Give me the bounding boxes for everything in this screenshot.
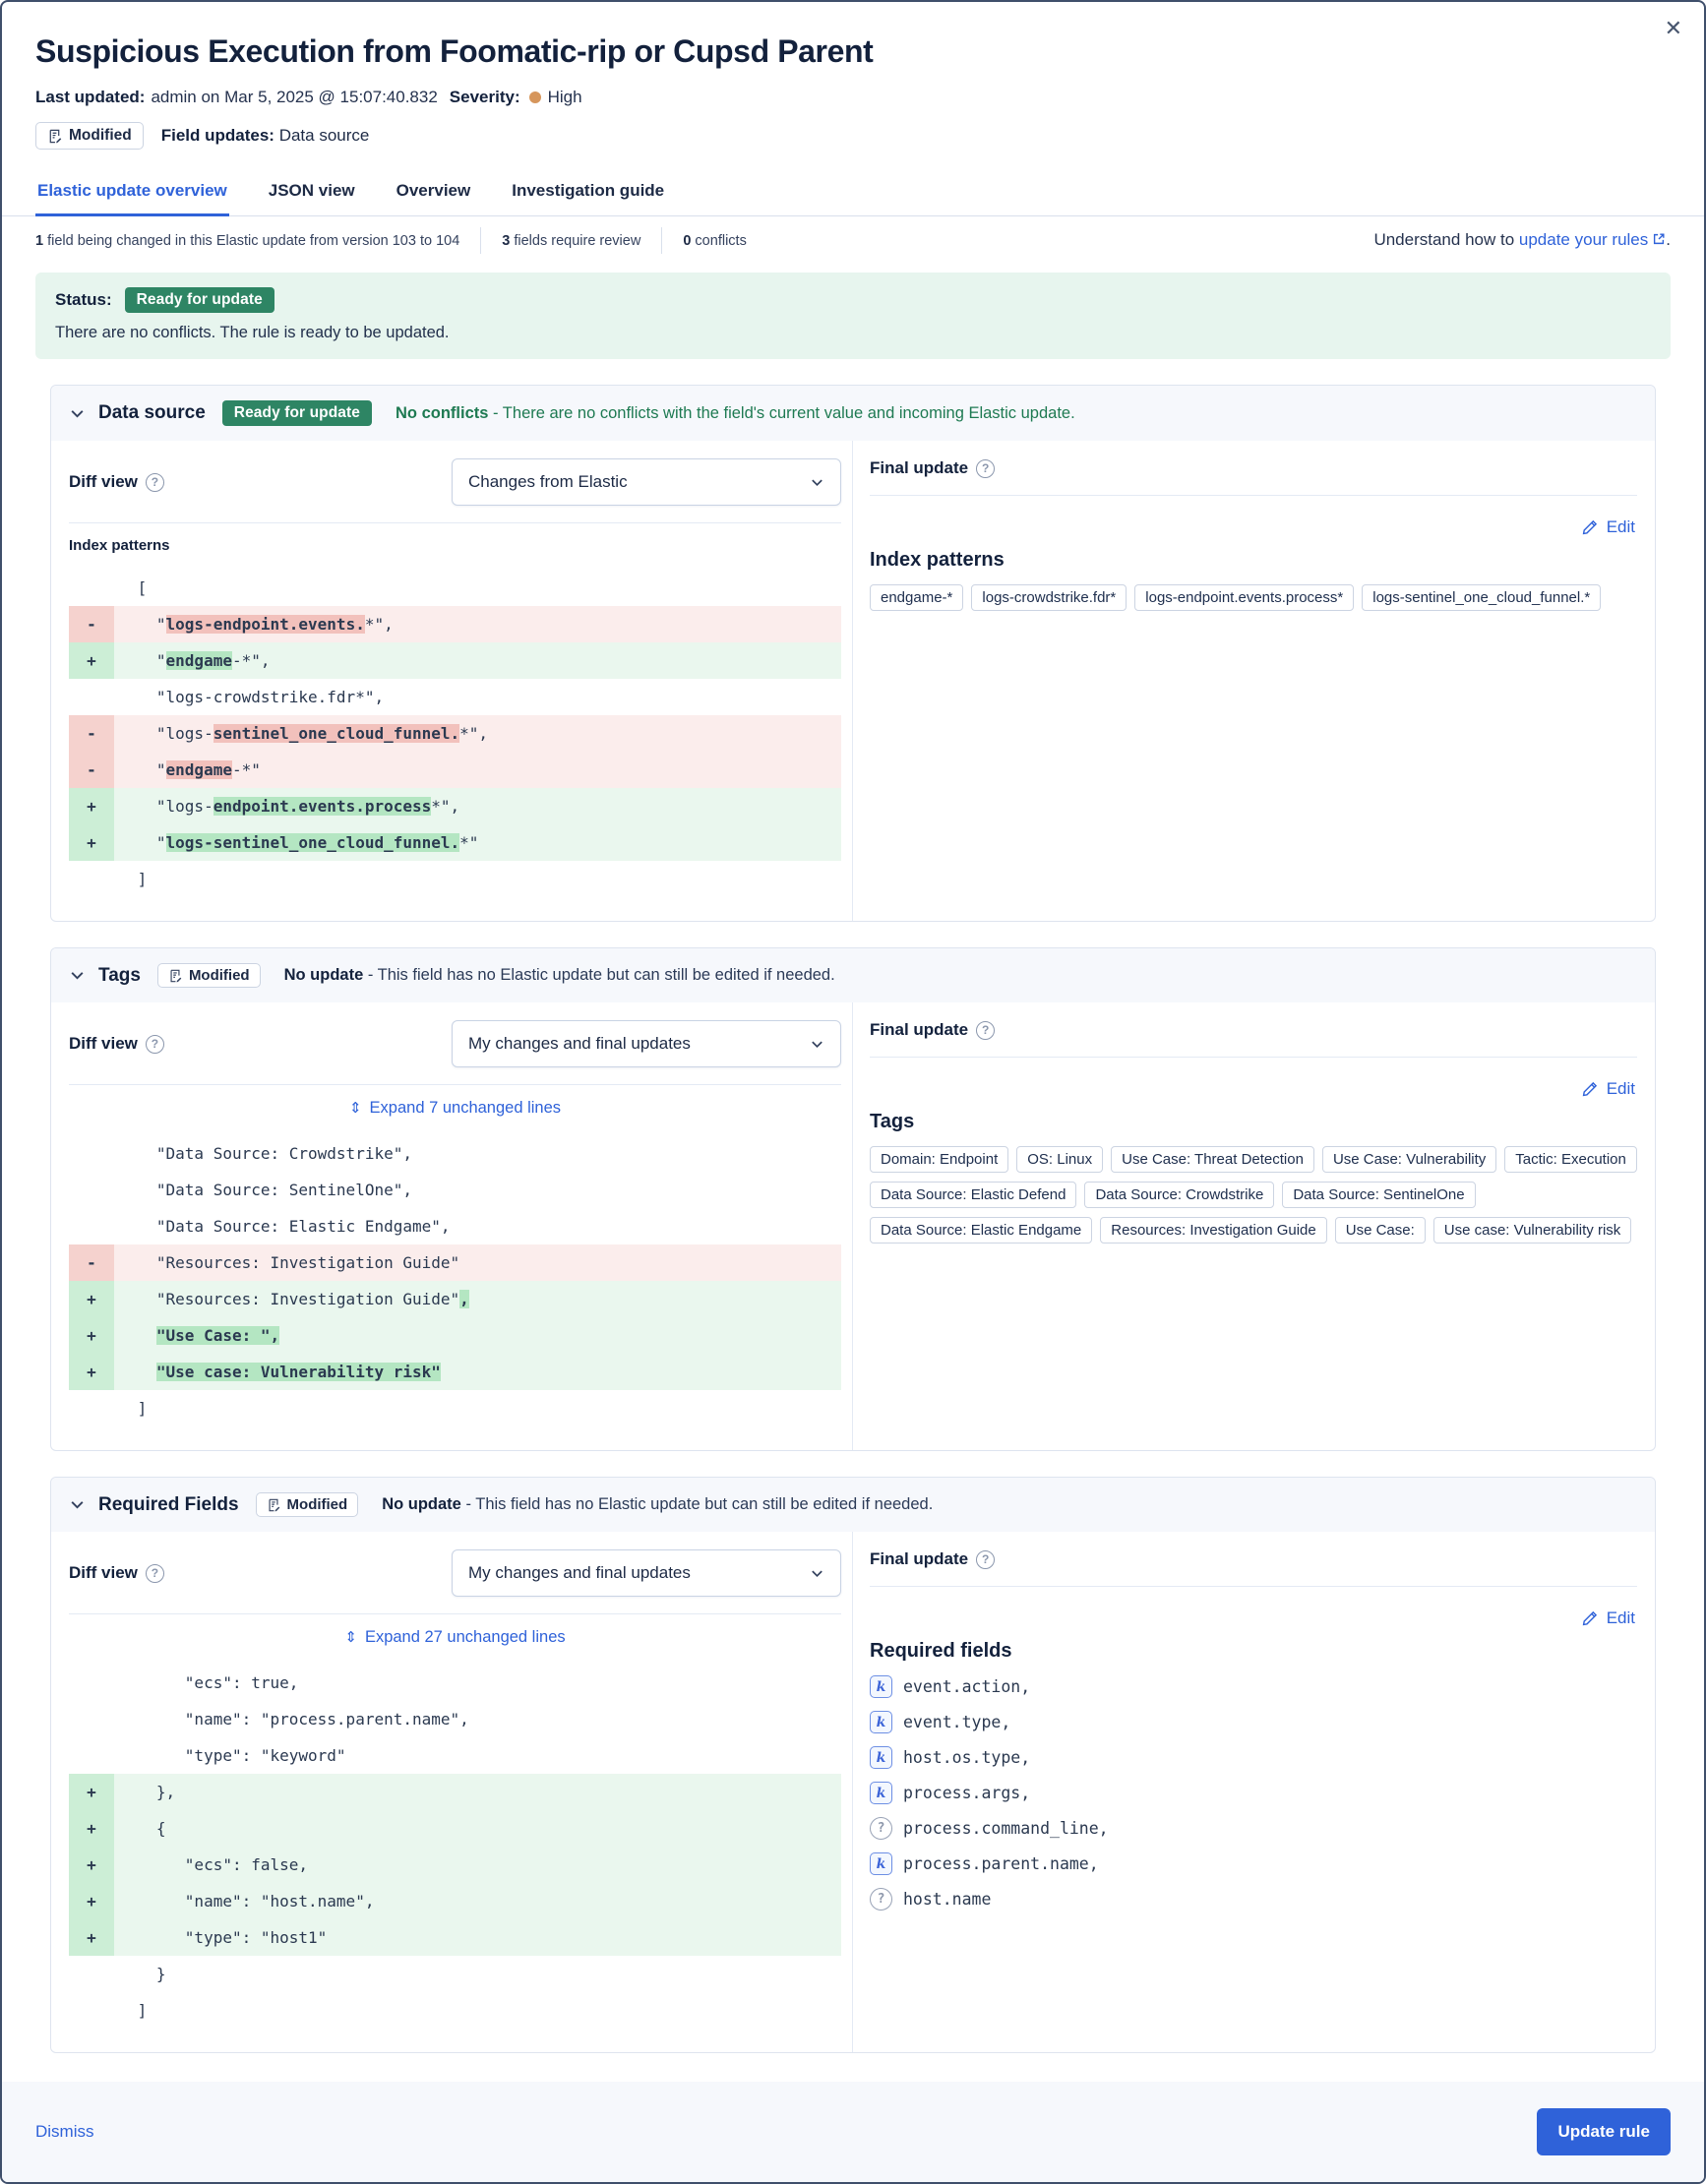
severity-high-dot — [529, 91, 541, 103]
modified-badge: Modified — [256, 1492, 359, 1517]
question-circle-icon[interactable]: ? — [146, 1035, 164, 1054]
final-update-label: Final update ? — [870, 1549, 1637, 1569]
question-circle-icon[interactable]: ? — [146, 1564, 164, 1583]
value-badge: Use case: Vulnerability risk — [1433, 1217, 1632, 1244]
diff-line-removed: - "Resources: Investigation Guide" — [69, 1244, 841, 1281]
keyword-type-icon: k — [870, 1711, 892, 1733]
status-badge: Ready for update — [125, 287, 274, 313]
update-summary-row — [2, 216, 1704, 267]
diff-line: "Data Source: Elastic Endgame", — [128, 1217, 451, 1236]
tab-bar — [2, 173, 1704, 216]
diff-line-added: + "Use Case: ", — [69, 1317, 841, 1354]
final-update-column — [853, 1532, 1655, 2052]
keyword-type-icon: k — [870, 1782, 892, 1804]
value-badge: Use Case: Vulnerability — [1322, 1146, 1496, 1173]
chevron-down-icon — [810, 475, 824, 490]
diff-view-label: Diff view ? — [69, 1563, 164, 1583]
value-badge: Data Source: Crowdstrike — [1084, 1182, 1274, 1208]
diff-line-added: + "Use case: Vulnerability risk" — [69, 1354, 841, 1390]
required-field-row: k host.os.type, — [870, 1746, 1637, 1769]
data-source-section — [50, 385, 1656, 922]
value-badge: Tactic: Execution — [1504, 1146, 1637, 1173]
keyword-type-icon: k — [870, 1852, 892, 1875]
unknown-type-icon: ? — [870, 1817, 892, 1840]
chevron-down-icon — [810, 1566, 824, 1581]
tab-investigation-guide[interactable]: Investigation guide — [512, 181, 665, 200]
diff-view-select[interactable]: Changes from Elastic — [452, 458, 841, 506]
close-icon[interactable]: ✕ — [1664, 16, 1682, 40]
final-update-label: Final update ? — [870, 1020, 1637, 1040]
required-field-row: k process.args, — [870, 1782, 1637, 1804]
diff-line-added: + "endgame-*", — [69, 642, 841, 679]
diff-line-removed: - "logs-sentinel_one_cloud_funnel.*", — [69, 715, 841, 752]
required-fields-section — [50, 1477, 1656, 2053]
required-field-row: k event.type, — [870, 1711, 1637, 1733]
counter-divider — [661, 227, 662, 254]
diff-line: "type": "keyword" — [128, 1746, 346, 1765]
diff-view-select[interactable]: My changes and final updates — [452, 1020, 841, 1067]
keyword-type-icon: k — [870, 1675, 892, 1698]
meta-row — [35, 88, 1671, 107]
last-updated-label: Last updated: — [35, 88, 146, 106]
field-updates: Field updates: Data source — [160, 126, 370, 145]
diff-line-added: + "logs-endpoint.events.process*", — [69, 788, 841, 824]
value-badge: logs-sentinel_one_cloud_funnel.* — [1362, 584, 1601, 611]
modal-header — [2, 2, 1704, 150]
diff-line: "Data Source: Crowdstrike", — [128, 1144, 412, 1163]
modified-badge: Modified — [35, 122, 144, 150]
severity-label: Severity: — [449, 88, 520, 106]
value-badge: Data Source: SentinelOne — [1282, 1182, 1475, 1208]
badge-row — [35, 122, 1671, 150]
diff-line: ] — [128, 870, 148, 888]
question-circle-icon[interactable]: ? — [146, 473, 164, 492]
diff-line-added: + "Resources: Investigation Guide", — [69, 1281, 841, 1317]
final-update-column — [853, 1002, 1655, 1450]
diff-column — [51, 1532, 853, 2052]
pencil-icon — [1582, 1610, 1598, 1626]
value-badge: Domain: Endpoint — [870, 1146, 1008, 1173]
dismiss-button[interactable]: Dismiss — [35, 2122, 94, 2141]
question-circle-icon[interactable]: ? — [976, 459, 995, 478]
chevron-down-icon[interactable] — [69, 1496, 86, 1513]
status-label: Status: — [55, 290, 112, 309]
pencil-icon — [1582, 1081, 1598, 1097]
question-circle-icon[interactable]: ? — [976, 1021, 995, 1040]
diff-view-label: Diff view ? — [69, 472, 164, 492]
tag-badges — [870, 1146, 1637, 1244]
diff-line: [ — [128, 578, 148, 597]
diff-column — [51, 1002, 853, 1450]
severity-value: High — [547, 88, 582, 106]
summary-counter: 1 field being changed in this Elastic update from version 103 to 104 — [35, 232, 460, 249]
index-pattern-badges — [870, 584, 1637, 611]
required-field-row: k event.action, — [870, 1675, 1637, 1698]
final-update-label: Final update ? — [870, 458, 1637, 478]
value-badge: logs-crowdstrike.fdr* — [971, 584, 1127, 611]
counter-divider — [480, 227, 481, 254]
tab-elastic-update-overview[interactable]: Elastic update overview — [35, 173, 229, 216]
diff-line: ] — [128, 1399, 148, 1418]
tab-overview[interactable]: Overview — [396, 181, 471, 200]
section-status-text: No update - This field has no Elastic update but can still be edited if needed. — [382, 1495, 934, 1513]
diff-line: "Data Source: SentinelOne", — [128, 1181, 412, 1199]
value-badge: Use Case: — [1335, 1217, 1426, 1244]
diff-line: "logs-crowdstrike.fdr*", — [128, 688, 385, 706]
required-fields-list — [870, 1675, 1637, 1911]
section-title: Tags — [98, 964, 141, 986]
last-updated-value: admin on Mar 5, 2025 @ 15:07:40.832 — [151, 88, 438, 106]
diff-line: ] — [128, 2001, 148, 2020]
understand-help: Understand how to update your rules . — [1373, 230, 1671, 249]
value-badge: logs-endpoint.events.process* — [1134, 584, 1354, 611]
edit-button[interactable]: Edit — [1582, 517, 1635, 537]
chevron-down-icon[interactable] — [69, 405, 86, 422]
value-badge: Use Case: Threat Detection — [1111, 1146, 1314, 1173]
document-edit-icon — [47, 129, 62, 144]
question-circle-icon[interactable]: ? — [976, 1550, 995, 1569]
section-title: Data source — [98, 402, 206, 423]
diff-line-added: + { — [69, 1810, 841, 1847]
diff-line: "name": "process.parent.name", — [128, 1710, 469, 1729]
required-fields-heading: Required fields — [870, 1640, 1012, 1662]
keyword-type-icon: k — [870, 1746, 892, 1769]
final-update-column — [853, 441, 1655, 921]
diff-line: "ecs": true, — [128, 1673, 299, 1692]
data-source-section-header[interactable] — [51, 386, 1655, 441]
page-title: Suspicious Execution from Foomatic-rip or Cupsd Parent — [35, 33, 874, 69]
value-badge: Data Source: Elastic Defend — [870, 1182, 1076, 1208]
diff-line-added: + "name": "host.name", — [69, 1883, 841, 1919]
document-edit-icon — [168, 969, 182, 983]
expand-icon: ⇕ — [348, 1100, 362, 1117]
unknown-type-icon: ? — [870, 1888, 892, 1911]
diff-line-removed: - "endgame-*" — [69, 752, 841, 788]
value-badge: endgame-* — [870, 584, 963, 611]
chevron-down-icon — [810, 1037, 824, 1052]
required-fields-section-header[interactable] — [51, 1478, 1655, 1532]
section-title: Required Fields — [98, 1493, 239, 1515]
modified-badge: Modified — [157, 963, 261, 988]
document-edit-icon — [267, 1498, 280, 1512]
counters — [35, 227, 747, 254]
tags-heading: Tags — [870, 1111, 915, 1132]
value-badge: Resources: Investigation Guide — [1100, 1217, 1326, 1244]
value-badge: Data Source: Elastic Endgame — [870, 1217, 1092, 1244]
diff-line-added: + "ecs": false, — [69, 1847, 841, 1883]
tab-json-view[interactable]: JSON view — [268, 181, 355, 200]
section-status-text: No update - This field has no Elastic update but can still be edited if needed. — [283, 966, 835, 984]
summary-counter: 3 fields require review — [502, 232, 641, 249]
diff-line-added: + "logs-sentinel_one_cloud_funnel.*" — [69, 824, 841, 861]
edit-button[interactable]: Edit — [1582, 1079, 1635, 1099]
expand-unchanged-lines-link[interactable]: ⇕ Expand 27 unchanged lines — [344, 1628, 566, 1646]
external-link-icon — [1652, 231, 1666, 251]
expand-icon: ⇕ — [344, 1629, 357, 1646]
diff-code-block — [69, 1135, 841, 1426]
update-rule-button[interactable]: Update rule — [1537, 2108, 1671, 2155]
index-patterns-heading: Index patterns — [870, 549, 1005, 571]
update-your-rules-link[interactable]: update your rules — [1518, 230, 1649, 249]
summary-counter: 0 conflicts — [683, 232, 747, 249]
edit-button[interactable]: Edit — [1582, 1608, 1635, 1628]
required-field-row: ? host.name — [870, 1888, 1637, 1911]
diff-view-label: Diff view ? — [69, 1034, 164, 1054]
status-callout — [35, 273, 1671, 359]
diff-line-added: + "type": "host1" — [69, 1919, 841, 1956]
ready-for-update-badge: Ready for update — [222, 400, 372, 426]
status-message: There are no conflicts. The rule is ready to be updated. — [55, 324, 450, 341]
diff-code-block — [69, 1665, 841, 2029]
chevron-down-icon[interactable] — [69, 967, 86, 984]
modal-footer — [2, 2082, 1704, 2182]
diff-code-block — [69, 570, 841, 897]
required-field-row: k process.parent.name, — [870, 1852, 1637, 1875]
diff-view-select[interactable]: My changes and final updates — [452, 1549, 841, 1597]
tags-section-header[interactable] — [51, 948, 1655, 1002]
diff-line: } — [128, 1965, 166, 1983]
tags-section — [50, 947, 1656, 1451]
expand-unchanged-lines-link[interactable]: ⇕ Expand 7 unchanged lines — [348, 1099, 562, 1117]
value-badge: OS: Linux — [1016, 1146, 1103, 1173]
diff-column — [51, 441, 853, 921]
diff-line-added: + }, — [69, 1774, 841, 1810]
diff-line-removed: - "logs-endpoint.events.*", — [69, 606, 841, 642]
section-status-text: No conflicts - There are no conflicts with the field's current value and incoming Elastic update. — [396, 403, 1075, 422]
required-field-row: ? process.command_line, — [870, 1817, 1637, 1840]
pencil-icon — [1582, 519, 1598, 535]
index-patterns-label: Index patterns — [69, 537, 170, 554]
